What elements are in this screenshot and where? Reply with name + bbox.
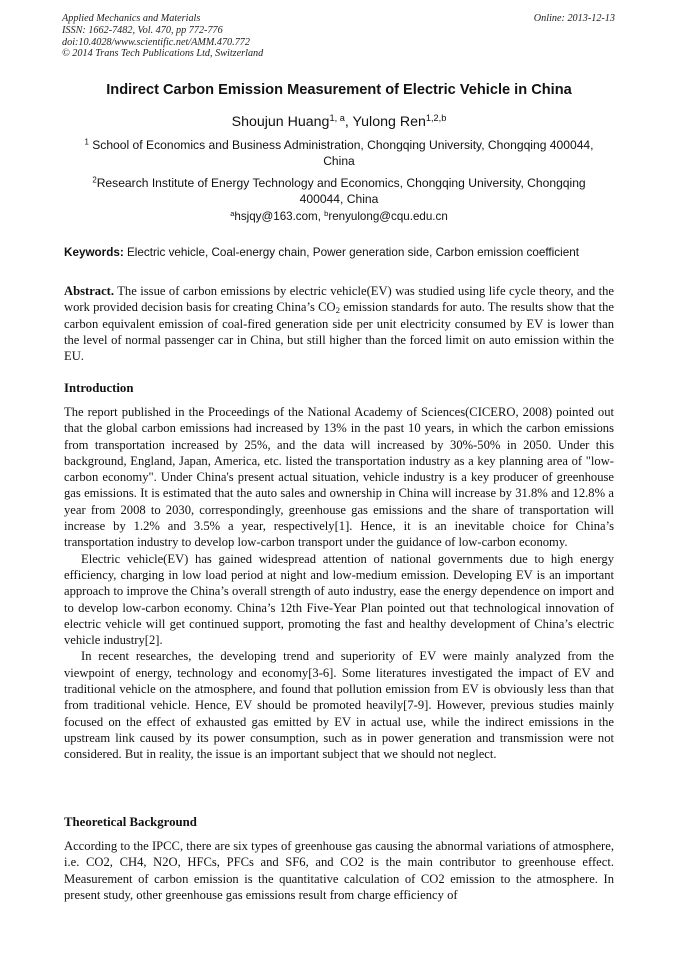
email-address: hsjqy@163.com, — [234, 210, 325, 223]
author-affiliation-mark: 1,2,b — [425, 112, 447, 123]
keywords-label: Keywords: — [64, 246, 124, 259]
journal-name: Applied Mechanics and Materials — [62, 13, 201, 24]
paragraph: Electric vehicle(EV) has gained widespread attention of national governments due to high energy efficiency, charging in low load period at night and low-medium emission. Developing EV is an important approach to improve the China’s overall strength of auto industry, ease the energy dependence on import and to develop low-carbon economy. China’s 12th Five-Year Plan pointed out that technological innovation of electric vehicle will get continued support, promoting the fast and healthy development of China’s electric vehicle industry[2]. — [64, 551, 614, 648]
theoretical-background-body — [64, 838, 614, 903]
section-heading-introduction: Introduction — [64, 381, 134, 395]
author-affiliation-mark: 1, a — [329, 112, 345, 123]
paragraph: According to the IPCC, there are six types of greenhouse gas causing the abnormal variations of atmosphere, i.e. CO2, CH4, N2O, HFCs, PFCs and SF6, and CO2 is the main contributor to greenhouse effect. Measurement of carbon emission is the quantitative calculation of CO2 emission to the atmosphere. In present study, other greenhouse gas emissions result from charge efficiency of — [64, 839, 614, 902]
abstract-label: Abstract. — [64, 284, 115, 298]
keywords-text: Electric vehicle, Coal-energy chain, Power generation side, Carbon emission coefficient — [123, 246, 579, 259]
abstract — [64, 283, 614, 364]
abstract-subscript: 2 — [335, 305, 341, 316]
online-date: Online: 2013-12-13 — [533, 13, 615, 24]
affiliation-text: School of Economics and Business Administration, Chongqing University, Chongqing 400044, China — [88, 138, 594, 168]
paper-title: Indirect Carbon Emission Measurement of Electric Vehicle in China — [106, 82, 572, 98]
paragraph: In recent researches, the developing trend and superiority of EV were mainly analyzed from the viewpoint of energy, technology and economy[3-6]. Some literatures investigated the impact of EV and traditional vehicle on the atmosphere, and found that pollution emission from EV is obviously less than that from traditional vehicle. Hence, EV should be promoted heavily[7-9]. However, previous studies mainly focused on the effect of exhausted gas emitted by EV in actual use, while the indirect emissions in the upstream link caused by its power consumption, such as in power generation and transmission were not considered. But in reality, the issue is an important subject that we should not neglect. — [64, 649, 614, 762]
copyright-line: © 2014 Trans Tech Publications Ltd, Switzerland — [62, 48, 264, 60]
email-mark: a — [230, 208, 235, 218]
affiliation-2 — [76, 175, 602, 207]
affiliation-text: Research Institute of Energy Technology and Economics, Chongqing University, Chongqing 400044, China — [96, 176, 586, 206]
keywords — [64, 246, 618, 259]
abstract-text: The issue of carbon emissions by electric vehicle(EV) was studied using life cycle theory, and the work provided decision basis for creating China’s CO — [64, 284, 614, 315]
email-mark: b — [324, 208, 329, 218]
section-heading-theoretical-background: Theoretical Background — [64, 815, 197, 829]
paragraph: The report published in the Proceedings of the National Academy of Sciences(CICERO, 2008) pointed out that the global carbon emissions had increased by 13% in the past 10 years, in which the carbon emissions from transportation increased by 25%, and the data will increased by 30%-50% in 2050. Under this background, England, Japan, America, etc. listed the transportation industry as a key planning area of "low-carbon economy". Under China's present actual situation, vehicle industry is a key producer of greenhouse gas emissions. It is estimated that the auto sales and ownership in China will increase by 31.8% and 12.8% a year from 2008 to 2030, correspondingly, greenhouse gas emissions and the share of transportation will increase by 1.2% and 3.5% a year, respectively[1]. Hence, it is an inevitable choice for China’s transportation industry to develop low-carbon transport under the guidance of low-carbon economy. — [64, 405, 614, 550]
author-separator: , — [344, 114, 353, 130]
affiliation-mark: 1 — [84, 137, 89, 147]
author-name: Shoujun Huang — [231, 114, 330, 130]
author-name: Yulong Ren — [352, 114, 426, 130]
issn-line: ISSN: 1662-7482, Vol. 470, pp 772-776 — [62, 24, 223, 36]
journal-header — [62, 13, 615, 60]
abstract-text-end: emission standards for auto. The results show that the carbon equivalent emission of coal-fired generation side per unit electricity consumed by EV is lower than the level of normal passenger car in China, but still higher than the forced limit on auto emission within the EU. — [64, 300, 614, 364]
email-address: renyulong@cqu.edu.cn — [328, 210, 448, 223]
introduction-body — [64, 404, 614, 763]
author-line — [40, 114, 638, 130]
doi-line: doi:10.4028/www.scientific.net/AMM.470.772 — [62, 36, 250, 48]
email-line — [40, 210, 638, 223]
affiliation-mark: 2 — [92, 175, 97, 185]
affiliation-1 — [76, 137, 602, 169]
